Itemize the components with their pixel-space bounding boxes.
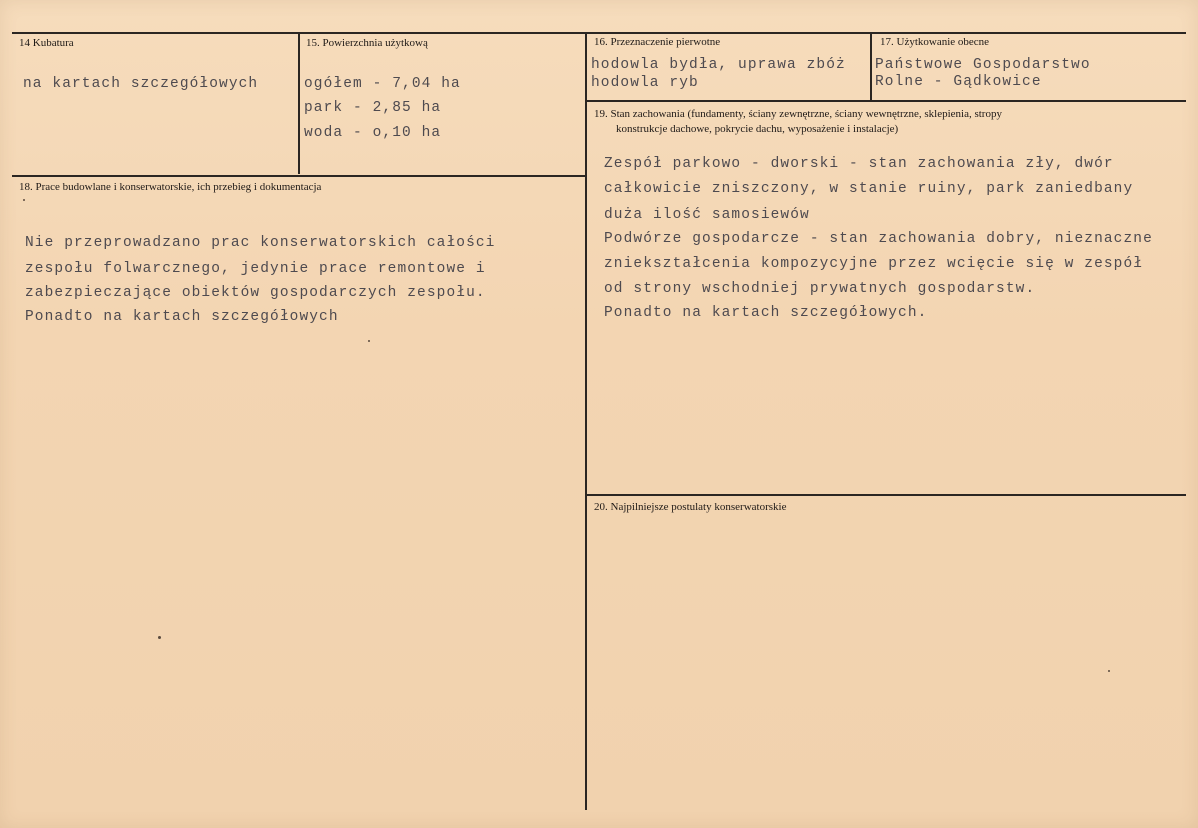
field-19-label: 19. Stan zachowania (fundamenty, ściany zewnętrzne, ściany wewnętrzne, sklepienia, stropy bbox=[594, 108, 1002, 120]
field-15-line-2: park - 2,85 ha bbox=[304, 100, 442, 116]
field-18-label: 18. Prace budowlane i konserwatorskie, ich przebieg i dokumentacja bbox=[19, 181, 322, 193]
field-18-line-1: Nie przeprowadzano prac konserwatorskich całości bbox=[25, 235, 496, 251]
field-19-line-4: Podwórze gospodarcze - stan zachowania dobry, nieznaczne bbox=[604, 231, 1153, 247]
field-17-line-2: Rolne - Gądkowice bbox=[875, 74, 1042, 90]
field-20-label: 20. Najpilniejsze postulaty konserwatorskie bbox=[594, 501, 787, 513]
field-19-line-1: Zespół parkowo - dworski - stan zachowania zły, dwór bbox=[604, 156, 1114, 172]
rule-under-14-15 bbox=[12, 175, 586, 177]
field-19-line-7: Ponadto na kartach szczegółowych. bbox=[604, 305, 928, 321]
field-19-line-2: całkowicie zniszczony, w stanie ruiny, park zaniedbany bbox=[604, 181, 1134, 197]
paper-speck bbox=[1108, 670, 1110, 672]
field-16-line-1: hodowla bydła, uprawa zbóż bbox=[591, 57, 846, 73]
field-17-line-1: Państwowe Gospodarstwo bbox=[875, 57, 1091, 73]
field-14-label: 14 Kubatura bbox=[19, 37, 74, 49]
paper-speck bbox=[158, 636, 161, 639]
rule-under-16-17 bbox=[586, 100, 1186, 102]
field-16-line-2: hodowla ryb bbox=[591, 75, 699, 91]
field-18-line-4: Ponadto na kartach szczegółowych bbox=[25, 309, 339, 325]
field-19-label-cont: konstrukcje dachowe, pokrycie dachu, wyposażenie i instalacje) bbox=[616, 123, 899, 135]
field-18-line-3: zabezpieczające obiektów gospodarczych zespołu. bbox=[25, 285, 486, 301]
field-17-label: 17. Użytkowanie obecne bbox=[880, 36, 990, 48]
field-19-line-6: od strony wschodniej prywatnych gospodarstw. bbox=[604, 281, 1036, 297]
field-15-line-1: ogółem - 7,04 ha bbox=[304, 76, 461, 92]
vertical-divider-16-17 bbox=[870, 33, 872, 101]
field-19-line-5: zniekształcenia kompozycyjne przez wcięcie się w zespół bbox=[604, 256, 1144, 272]
vertical-divider-14-15 bbox=[298, 33, 300, 174]
field-15-label: 15. Powierzchnia użytkową bbox=[306, 37, 428, 49]
paper-speck bbox=[23, 199, 25, 201]
main-vertical-divider bbox=[585, 33, 587, 810]
top-rule bbox=[12, 32, 1186, 34]
paper-speck bbox=[368, 340, 370, 342]
rule-above-20 bbox=[586, 494, 1186, 496]
field-19-line-3: duża ilość samosiewów bbox=[604, 207, 810, 223]
field-14-value: na kartach szczegółowych bbox=[23, 76, 259, 92]
field-15-line-3: woda - o,10 ha bbox=[304, 125, 442, 141]
field-16-label: 16. Przeznaczenie pierwotne bbox=[594, 36, 721, 48]
field-18-line-2: zespołu folwarcznego, jedynie prace remontowe i bbox=[25, 261, 486, 277]
